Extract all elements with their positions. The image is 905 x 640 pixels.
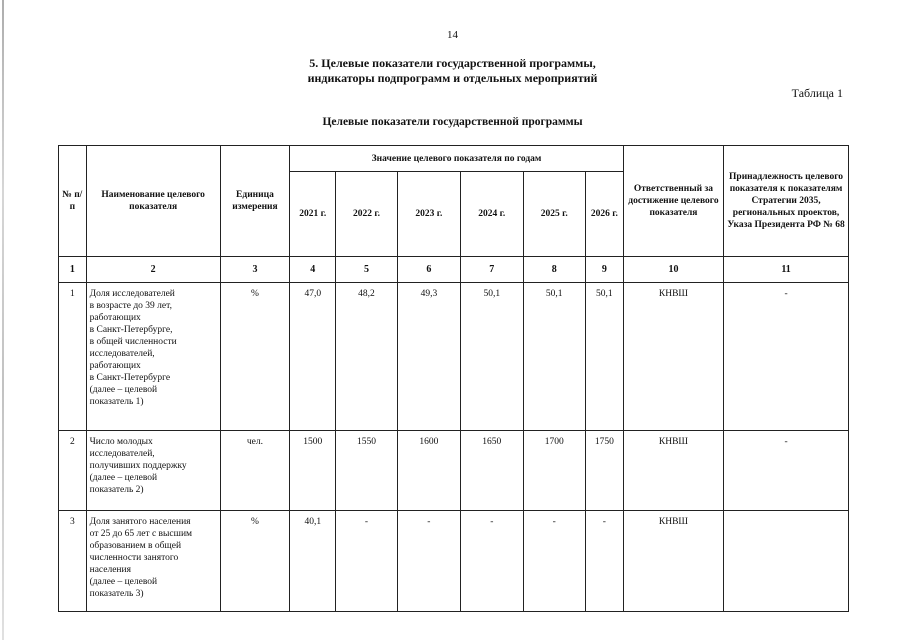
row-name-line: получивших поддержку (89, 461, 187, 471)
column-number: 3 (220, 257, 290, 283)
header-unit: Единица измерения (220, 146, 290, 257)
header-num: № п/п (59, 146, 87, 257)
row-name-line: Доля занятого населения (89, 517, 191, 527)
row-value: - (461, 511, 523, 612)
row-affiliation: - (724, 283, 849, 431)
header-year: 2023 г. (397, 172, 460, 257)
row-name-line: показатель 3) (89, 589, 144, 599)
row-name-line: показатель 2) (89, 485, 144, 495)
column-number: 9 (585, 257, 623, 283)
row-value: - (523, 511, 585, 612)
row-value: 1650 (461, 431, 523, 511)
row-name-line: в Санкт-Петербурге (89, 373, 171, 383)
section-title (0, 56, 905, 86)
header-values-group: Значение целевого показателя по годам (290, 146, 624, 172)
row-value: 1700 (523, 431, 585, 511)
table-row (59, 283, 849, 431)
row-name-line: исследователей, (89, 349, 155, 359)
row-name-line: Доля исследователей (89, 289, 175, 299)
column-number: 1 (59, 257, 87, 283)
row-value: 1500 (290, 431, 336, 511)
column-number: 10 (623, 257, 723, 283)
scan-edge-shadow (2, 0, 4, 640)
row-name-line: (далее – целевой (89, 577, 158, 587)
column-number: 4 (290, 257, 336, 283)
table-label: Таблица 1 (791, 86, 843, 100)
column-number: 5 (336, 257, 397, 283)
targets-table (58, 145, 849, 612)
row-name (86, 283, 220, 431)
row-value: 50,1 (461, 283, 523, 431)
row-num: 1 (59, 283, 87, 431)
column-number: 6 (397, 257, 460, 283)
row-value: - (336, 511, 397, 612)
header-affiliation: Принадлежность целевого показателя к показателям Стратегии 2035, региональных проектов, Указа Президента РФ № 68 (724, 146, 849, 257)
column-numbers-row (59, 257, 849, 283)
header-year: 2022 г. (336, 172, 397, 257)
row-responsible: КНВШ (623, 511, 723, 612)
table-title: Целевые показатели государственной программы (322, 116, 583, 128)
row-value: 47,0 (290, 283, 336, 431)
row-name-line: работающих (89, 313, 141, 323)
row-name-line: (далее – целевой (89, 385, 158, 395)
row-name-line: в возрасте до 39 лет, (89, 301, 172, 311)
row-value: 50,1 (585, 283, 623, 431)
row-name-line: населения (89, 565, 131, 575)
header-year: 2024 г. (461, 172, 523, 257)
row-name (86, 431, 220, 511)
row-name (86, 511, 220, 612)
row-value: 40,1 (290, 511, 336, 612)
row-affiliation (724, 511, 849, 612)
header-name: Наименование целевого показателя (86, 146, 220, 257)
row-value: 49,3 (397, 283, 460, 431)
row-value: 48,2 (336, 283, 397, 431)
column-number: 7 (461, 257, 523, 283)
row-name-line: в Санкт-Петербурге, (89, 325, 173, 335)
row-value: 50,1 (523, 283, 585, 431)
row-name-line: образованием в общей (89, 541, 182, 551)
row-name-line: Число молодых (89, 437, 153, 447)
row-value: 1600 (397, 431, 460, 511)
row-responsible: КНВШ (623, 283, 723, 431)
header-responsible: Ответственный за достижение целевого показателя (623, 146, 723, 257)
row-name-line: (далее – целевой (89, 473, 158, 483)
row-name-line: работающих (89, 361, 141, 371)
row-unit: % (220, 511, 290, 612)
row-value: 1750 (585, 431, 623, 511)
row-name-line: показатель 1) (89, 397, 144, 407)
column-number: 8 (523, 257, 585, 283)
header-year: 2025 г. (523, 172, 585, 257)
section-title-line-1: 5. Целевые показатели государственной программы, (309, 56, 596, 70)
row-affiliation: - (724, 431, 849, 511)
table-row (59, 431, 849, 511)
header-year: 2026 г. (585, 172, 623, 257)
row-unit: % (220, 283, 290, 431)
row-value: - (397, 511, 460, 612)
row-responsible: КНВШ (623, 431, 723, 511)
page-number: 14 (447, 29, 458, 41)
row-name-line: от 25 до 65 лет с высшим (89, 529, 193, 539)
column-number: 2 (86, 257, 220, 283)
row-name-line: численности занятого (89, 553, 179, 563)
section-title-line-2: индикаторы подпрограмм и отдельных мероприятий (307, 71, 598, 85)
row-name-line: в общей численности (89, 337, 177, 347)
header-year: 2021 г. (290, 172, 336, 257)
row-value: - (585, 511, 623, 612)
column-number: 11 (724, 257, 849, 283)
row-name-line: исследователей, (89, 449, 155, 459)
row-num: 3 (59, 511, 87, 612)
row-unit: чел. (220, 431, 290, 511)
row-value: 1550 (336, 431, 397, 511)
header-row (59, 146, 849, 172)
row-num: 2 (59, 431, 87, 511)
table-row (59, 511, 849, 612)
